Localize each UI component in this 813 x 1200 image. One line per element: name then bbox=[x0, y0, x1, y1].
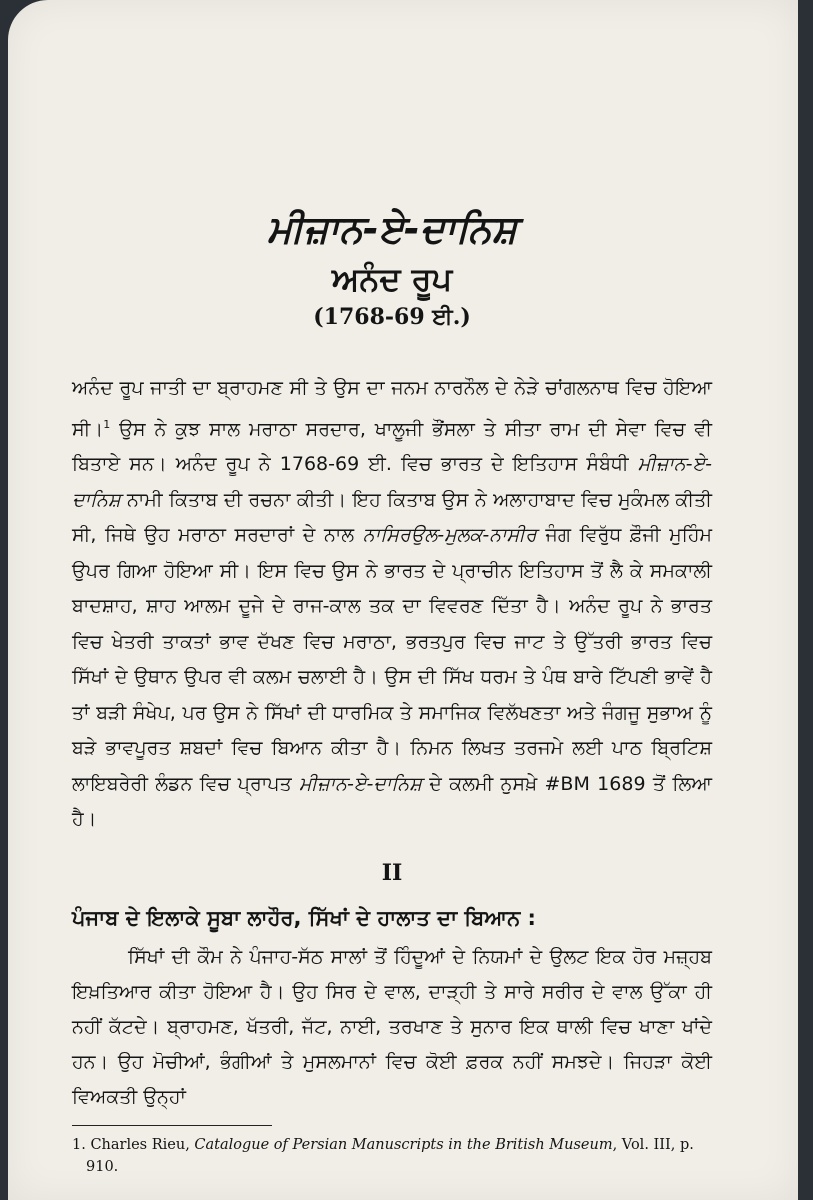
author-name: ਅਨੰਦ ਰੂਪ bbox=[331, 260, 453, 298]
book-page bbox=[8, 0, 798, 1200]
section-heading: ਪੰਜਾਬ ਦੇ ਇਲਾਕੇ ਸੂਬਾ ਲਾਹੌਰ, ਸਿੱਖਾਂ ਦੇ ਹਾਲਾਤ ਦਾ ਬਿਆਨ : bbox=[72, 905, 536, 930]
intro-text-3: ਨਾਮੀ ਕਿਤਾਬ ਦੀ ਰਚਨਾ ਕੀਤੀ। ਇਹ ਕਿਤਾਬ ਉਸ ਨੇ ਅਲਾਹਾਬਾਦ ਵਿਚ ਮੁਕੰਮਲ ਕੀਤੀ ਸੀ, ਜਿਥੇ ਉਹ ਮਰਾਠਾ ਸਰਦਾਰਾਂ ਦੇ ਨਾਲ bbox=[72, 488, 712, 547]
person-name-italic: ਨਾਸਿਰਉਲ-ਮੁਲਕ-ਨਾਸੀਰ bbox=[362, 524, 537, 547]
page-title: ਮੀਜ਼ਾਨ-ਏ-ਦਾਨਿਸ਼ bbox=[267, 207, 517, 251]
book-title-italic-2: ਮੀਜ਼ਾਨ-ਏ-ਦਾਨਿਸ਼ bbox=[299, 772, 422, 795]
footnote-marker: 1 bbox=[103, 417, 111, 431]
section-number: II bbox=[381, 859, 403, 886]
section-body: ਸਿੱਖਾਂ ਦੀ ਕੌਮ ਨੇ ਪੰਜਾਹ-ਸੱਠ ਸਾਲਾਂ ਤੋਂ ਹਿੰਦੂਆਂ ਦੇ ਨਿਯਮਾਂ ਦੇ ਉਲਟ ਇਕ ਹੋਰ ਮਜ਼੍ਹਬ ਇਖ਼ਤਿਆਰ ਕੀਤਾ ਹੋਇਆ ਹੈ। ਉਹ ਸਿਰ ਦੇ ਵਾਲ, ਦਾੜ੍ਹੀ ਤੇ ਸਾਰੇ ਸਰੀਰ ਦੇ ਵਾਲ ਉੱਕਾ ਹੀ ਨਹੀਂ ਕੱਟਦੇ। ਬ੍ਰਾਹਮਣ, ਖੱਤਰੀ, ਜੱਟ, ਨਾਈ, ਤਰਖਾਣ ਤੇ ਸੁਨਾਰ ਇਕ ਥਾਲੀ ਵਿਚ ਖਾਣਾ ਖਾਂਦੇ ਹਨ। ਉਹ ਮੋਚੀਆਂ, ਭੰਗੀਆਂ ਤੇ ਮੁਸਲਮਾਨਾਂ ਵਿਚ ਕੋਈ ਫ਼ਰਕ ਨਹੀਂ ਸਮਝਦੇ। ਜਿਹੜਾ ਕੋਈ ਵਿਅਕਤੀ ਉਨ੍ਹਾਂ bbox=[72, 945, 712, 1108]
footnote-rule bbox=[72, 1125, 272, 1126]
page-content bbox=[72, 205, 712, 1178]
footnote-prefix: 1. Charles Rieu, bbox=[72, 1136, 195, 1153]
intro-text-2: ਉਸ ਨੇ ਕੁਝ ਸਾਲ ਮਰਾਠਾ ਸਰਦਾਰ, ਖਾਲੂਜੀ ਭੌਂਸਲਾ ਤੇ ਸੀਤਾ ਰਾਮ ਦੀ ਸੇਵਾ ਵਿਚ ਵੀ ਬਿਤਾਏ ਸਨ। ਅਨੰਦ ਰੂਪ ਨੇ 1768-69 ਈ. ਵਿਚ ਭਾਰਤ ਦੇ ਇਤਿਹਾਸ ਸੰਬੰਧੀ bbox=[72, 417, 712, 476]
book-title-italic: ਮੀਜ਼ਾਨ-ਏ-ਦਾਨਿਸ਼ bbox=[72, 453, 712, 511]
intro-text-1: ਅਨੰਦ ਰੂਪ ਜਾਤੀ ਦਾ ਬ੍ਰਾਹਮਣ ਸੀ ਤੇ ਉਸ ਦਾ ਜਨਮ ਨਾਰਨੌਲ ਦੇ ਨੇੜੇ ਚਾਂਗਲਨਾਥ ਵਿਚ ਹੋਇਆ ਸੀ। bbox=[72, 377, 712, 440]
date-range: (1768-69 ਈ.) bbox=[313, 304, 471, 330]
intro-text-5: ਦੇ ਕਲਮੀ ਨੁਸਖ਼ੇ #BM 1689 ਤੋਂ ਲਿਆ ਹੈ। bbox=[72, 772, 712, 831]
intro-text-4: ਜੰਗ ਵਿਰੁੱਧ ਫ਼ੌਜੀ ਮੁਹਿੰਮ ਉਪਰ ਗਿਆ ਹੋਇਆ ਸੀ। ਇਸ ਵਿਚ ਉਸ ਨੇ ਭਾਰਤ ਦੇ ਪ੍ਰਾਚੀਨ ਇਤਿਹਾਸ ਤੋਂ ਲੈ ਕੇ ਸਮਕਾਲੀ ਬਾਦਸ਼ਾਹ, ਸ਼ਾਹ ਆਲਮ ਦੂਜੇ ਦੇ ਰਾਜ-ਕਾਲ ਤਕ ਦਾ ਵਿਵਰਣ ਦਿੱਤਾ ਹੈ। ਅਨੰਦ ਰੂਪ ਨੇ ਭਾਰਤ ਵਿਚ ਖੇਤਰੀ ਤਾਕਤਾਂ ਭਾਵ ਦੱਖਣ ਵਿਚ ਮਰਾਠਾ, ਭਰਤਪੁਰ ਵਿਚ ਜਾਟ ਤੇ ਉੱਤਰੀ ਭਾਰਤ ਵਿਚ ਸਿੱਖਾਂ ਦੇ ਉਥਾਨ ਉਪਰ ਵੀ ਕਲਮ ਚਲਾਈ ਹੈ। ਉਸ ਦੀ ਸਿੱਖ ਧਰਮ ਤੇ ਪੰਥ ਬਾਰੇ ਟਿੱਪਣੀ ਭਾਵੇਂ ਹੈ ਤਾਂ ਬੜੀ ਸੰਖੇਪ, ਪਰ ਉਸ ਨੇ ਸਿੱਖਾਂ ਦੀ ਧਾਰਮਿਕ ਤੇ ਸਮਾਜਿਕ ਵਿਲੱਖਣਤਾ ਅਤੇ ਜੰਗਜੂ ਸੁਭਾਅ ਨੂੰ ਬੜੇ ਭਾਵਪੂਰਤ ਸ਼ਬਦਾਂ ਵਿਚ ਬਿਆਨ ਕੀਤਾ ਹੈ। ਨਿਮਨ ਲਿਖਤ ਤਰਜਮੇ ਲਈ ਪਾਠ ਬ੍ਰਿਟਿਸ਼ ਲਾਇਬਰੇਰੀ ਲੰਡਨ ਵਿਚ ਪ੍ਰਾਪਤ bbox=[72, 524, 712, 795]
footnote-suffix: , Vol. III, p. 910. bbox=[86, 1136, 694, 1175]
footnote-work: Catalogue of Persian Manuscripts in the British Museum bbox=[194, 1136, 613, 1153]
intro-paragraph bbox=[72, 371, 712, 838]
footnote bbox=[72, 1134, 712, 1178]
